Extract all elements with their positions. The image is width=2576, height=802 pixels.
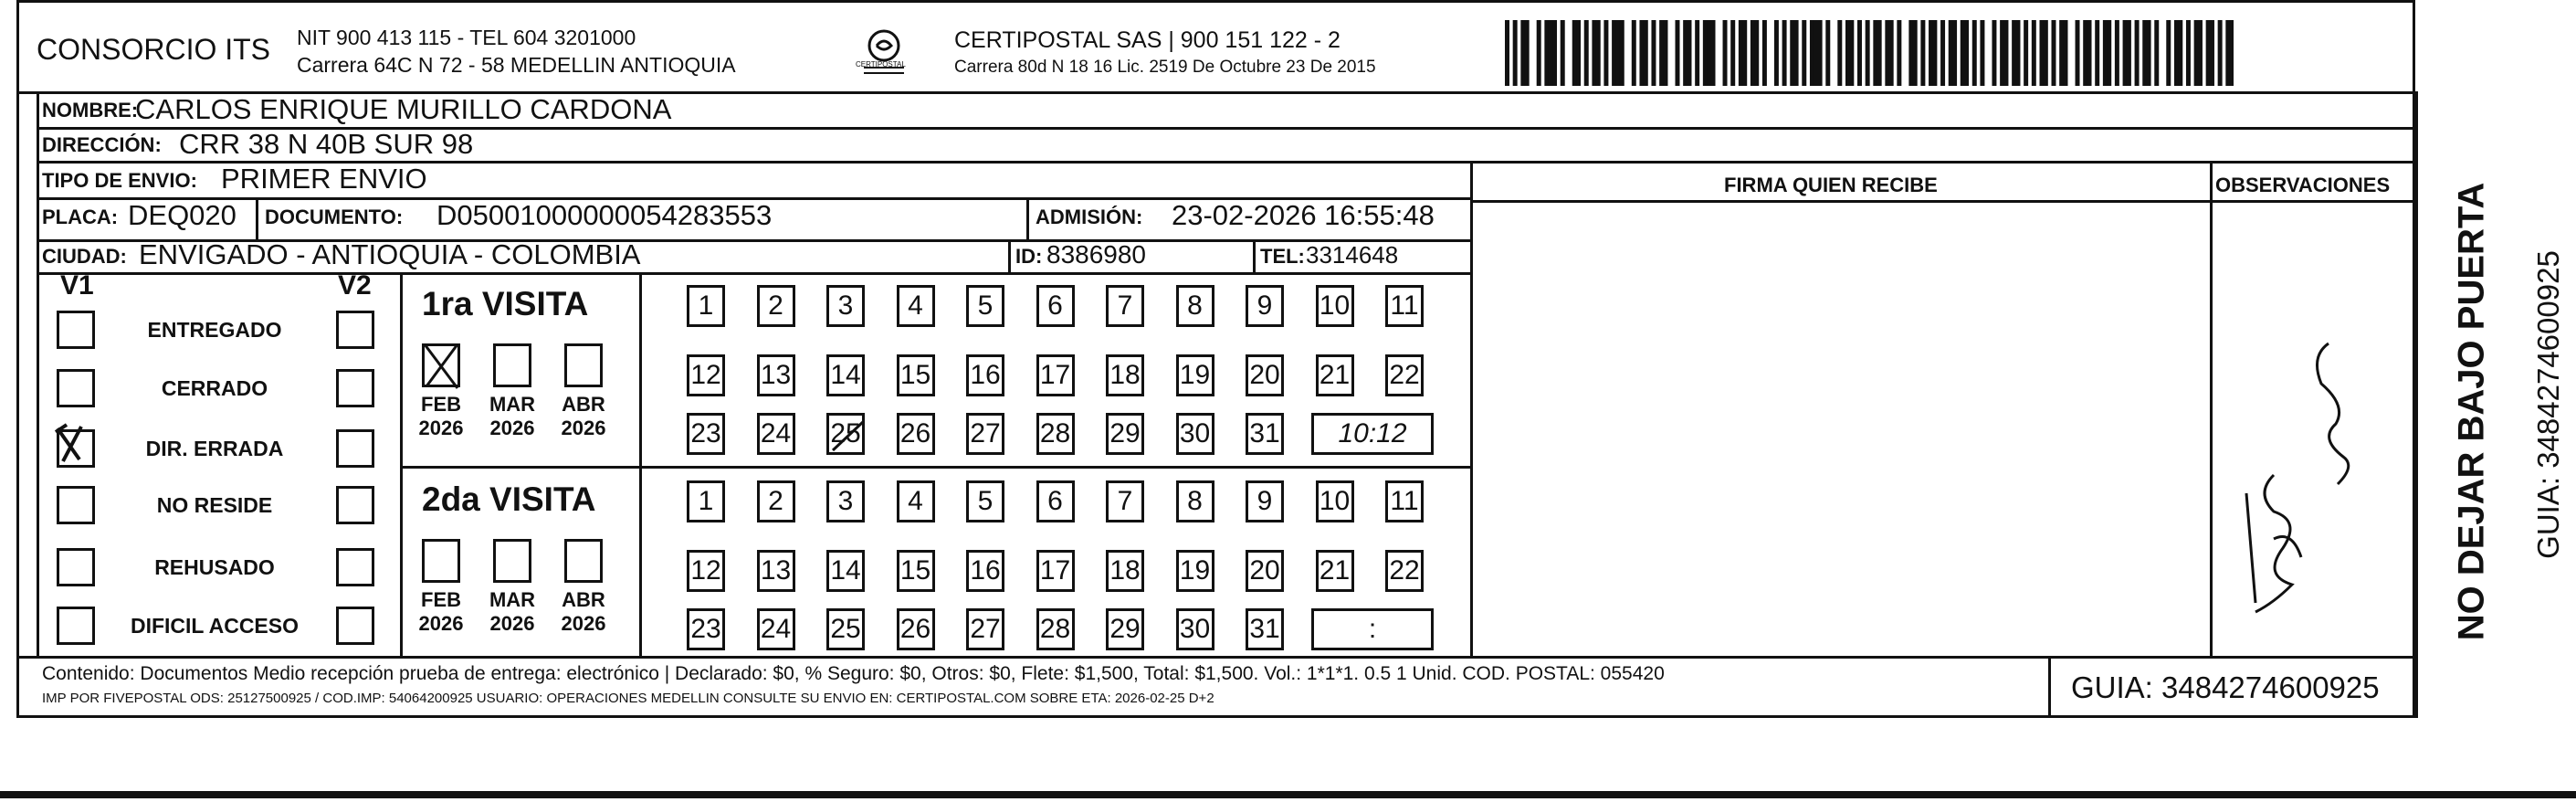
side-guia: GUIA: 3484274600925: [2531, 250, 2565, 559]
day-box[interactable]: 21: [1316, 354, 1354, 396]
company-nit: NIT 900 413 115 - TEL 604 3201000: [297, 26, 636, 49]
day-box[interactable]: 11: [1385, 285, 1424, 327]
day-box[interactable]: 4: [897, 285, 935, 327]
v1-checkbox[interactable]: [57, 369, 95, 407]
day-box[interactable]: 5: [966, 480, 1004, 522]
day-box[interactable]: 9: [1246, 285, 1284, 327]
carrier-address: Carrera 80d N 18 16 Lic. 2519 De Octubre 23 De 2015: [954, 58, 1376, 77]
month-checkbox[interactable]: [493, 343, 531, 387]
status-label: DIFICIL ACCESO: [130, 614, 299, 638]
month-year: 2026: [489, 612, 535, 635]
day-box[interactable]: 5: [966, 285, 1004, 327]
month-name: MAR: [489, 588, 536, 611]
status-label: CERRADO: [161, 376, 268, 400]
documento-value: D05001000000054283553: [436, 199, 773, 231]
day-box[interactable]: 26: [897, 608, 935, 650]
day-box[interactable]: 9: [1246, 480, 1284, 522]
v2-checkbox[interactable]: [336, 486, 374, 524]
day-box[interactable]: 10: [1316, 480, 1354, 522]
day-box[interactable]: 22: [1385, 550, 1424, 592]
handwritten-signature: [2219, 311, 2402, 649]
day-box[interactable]: 23: [687, 608, 725, 650]
status-visit-divider: [400, 272, 403, 656]
month-name: ABR: [562, 393, 605, 416]
day-box[interactable]: 8: [1176, 480, 1214, 522]
footer-guia-divider: [2048, 656, 2051, 718]
footer-meta: IMP POR FIVEPOSTAL ODS: 25127500925 / COD.IMP: 54064200925 USUARIO: OPERACIONES MEDELLIN CONSULTE SU ENVIO EN: CERTIPOSTAL.COM SOBRE ETA: 2026-02-25 D+2: [42, 691, 1214, 706]
tel-value: 3314648: [1306, 241, 1399, 269]
day-box[interactable]: 21: [1316, 550, 1354, 592]
day-box[interactable]: 1: [687, 285, 725, 327]
nombre-value: CARLOS ENRIQUE MURILLO CARDONA: [135, 93, 672, 125]
firma-label: FIRMA QUIEN RECIBE: [1724, 174, 1938, 196]
day-box[interactable]: 15: [897, 550, 935, 592]
day-box[interactable]: 26: [897, 413, 935, 455]
v2-label: V2: [338, 270, 372, 301]
v1-checkbox[interactable]: [57, 607, 95, 645]
v2-checkbox[interactable]: [336, 311, 374, 349]
observaciones-label: OBSERVACIONES: [2215, 174, 2391, 196]
page-bottom-border: [0, 791, 2576, 798]
month-label: [482, 588, 542, 636]
day-box[interactable]: 20: [1246, 550, 1284, 592]
day-box[interactable]: 6: [1036, 480, 1075, 522]
v2-checkbox[interactable]: [336, 429, 374, 468]
v1-label: V1: [60, 270, 94, 301]
month-year: 2026: [561, 417, 606, 439]
day-box[interactable]: 2: [757, 285, 795, 327]
day-box[interactable]: 23: [687, 413, 725, 455]
direccion-value: CRR 38 N 40B SUR 98: [179, 128, 474, 160]
day-box[interactable]: 7: [1106, 480, 1144, 522]
day-box[interactable]: 24: [757, 608, 795, 650]
company-name: CONSORCIO ITS: [37, 33, 271, 66]
day-box[interactable]: 10: [1316, 285, 1354, 327]
v2-checkbox[interactable]: [336, 548, 374, 586]
v1-checkbox[interactable]: [57, 548, 95, 586]
tipo-envio-label: TIPO DE ENVIO:: [42, 169, 197, 192]
day-box[interactable]: 25: [826, 608, 865, 650]
status-label: REHUSADO: [154, 555, 275, 579]
status-label: DIR. ERRADA: [145, 437, 284, 460]
day-box[interactable]: 28: [1036, 413, 1075, 455]
row-divider-6: [37, 272, 1470, 275]
month-year: 2026: [418, 417, 464, 439]
v1-checkbox[interactable]: [57, 429, 95, 468]
status-label: NO RESIDE: [156, 493, 273, 517]
month-checkbox[interactable]: [564, 343, 603, 387]
firma-left-border: [1470, 161, 1473, 656]
day-box[interactable]: 17: [1036, 354, 1075, 396]
visit-title: 2da VISITA: [422, 480, 596, 518]
month-label: [482, 393, 542, 440]
day-box[interactable]: 16: [966, 550, 1004, 592]
day-box[interactable]: 27: [966, 413, 1004, 455]
time-box[interactable]: :: [1311, 608, 1434, 650]
day-box[interactable]: 2: [757, 480, 795, 522]
day-box[interactable]: 17: [1036, 550, 1075, 592]
day-box[interactable]: 31: [1246, 608, 1284, 650]
month-name: ABR: [562, 588, 605, 611]
month-name: FEB: [421, 588, 461, 611]
day-box[interactable]: 20: [1246, 354, 1284, 396]
ciudad-label: CIUDAD:: [42, 245, 127, 268]
month-label: [411, 393, 471, 440]
footer-contents: Contenido: Documentos Medio recepción prueba de entrega: electrónico | Declarado: $0, % Seguro: $0, Otros: $0, Flete: $1,500, Total: $1,500. Vol.: 1*1*1. 0.5 1 Unid. COD. POSTAL: 055420: [42, 663, 1665, 684]
month-label: [553, 393, 614, 440]
id-divider: [1008, 239, 1011, 272]
day-box[interactable]: 14: [826, 550, 865, 592]
placa-label: PLACA:: [42, 206, 119, 228]
direccion-label: DIRECCIÓN:: [42, 133, 162, 156]
tel-label: TEL:: [1260, 245, 1305, 268]
id-value: 8386980: [1046, 240, 1147, 269]
side-text: [2415, 91, 2576, 718]
day-box[interactable]: 19: [1176, 354, 1214, 396]
placa-divider: [256, 197, 258, 239]
nombre-label: NOMBRE:: [42, 99, 139, 121]
day-box[interactable]: 8: [1176, 285, 1214, 327]
obs-left-border: [2210, 161, 2213, 656]
row-divider-1: [37, 91, 39, 656]
month-day-divider: [639, 272, 642, 656]
day-box[interactable]: 12: [687, 354, 725, 396]
day-box[interactable]: 1: [687, 480, 725, 522]
side-warning: NO DEJAR BAJO PUERTA: [2451, 182, 2492, 641]
time-box[interactable]: 10:12: [1311, 413, 1434, 455]
carrier-name: CERTIPOSTAL SAS | 900 151 122 - 2: [954, 27, 1341, 53]
footer-divider: [16, 656, 2415, 659]
day-box[interactable]: 25: [826, 413, 865, 455]
v1-checkbox[interactable]: [57, 311, 95, 349]
ciudad-value: ENVIGADO - ANTIOQUIA - COLOMBIA: [139, 238, 641, 270]
admision-label: ADMISIÓN:: [1036, 206, 1143, 228]
day-box[interactable]: 6: [1036, 285, 1075, 327]
day-box[interactable]: 14: [826, 354, 865, 396]
month-checkbox[interactable]: [422, 539, 460, 583]
day-box[interactable]: 29: [1106, 608, 1144, 650]
day-box[interactable]: 3: [826, 285, 865, 327]
month-name: FEB: [421, 393, 461, 416]
month-label: [411, 588, 471, 636]
day-box[interactable]: 19: [1176, 550, 1214, 592]
day-box[interactable]: 24: [757, 413, 795, 455]
month-checkbox[interactable]: [422, 343, 460, 387]
visit-divider: [400, 466, 1470, 469]
month-label: [553, 588, 614, 636]
month-name: MAR: [489, 393, 536, 416]
day-box[interactable]: 22: [1385, 354, 1424, 396]
admision-divider: [1026, 197, 1029, 239]
certipostal-logo: [857, 26, 911, 80]
company-address: Carrera 64C N 72 - 58 MEDELLIN ANTIOQUIA: [297, 53, 736, 77]
documento-label: DOCUMENTO:: [265, 206, 404, 228]
barcode: [1505, 20, 2234, 86]
day-box[interactable]: 13: [757, 550, 795, 592]
month-year: 2026: [561, 612, 606, 635]
id-label: ID:: [1015, 245, 1043, 268]
month-year: 2026: [489, 417, 535, 439]
visit-title: 1ra VISITA: [422, 285, 589, 322]
day-box[interactable]: 30: [1176, 608, 1214, 650]
day-box[interactable]: 3: [826, 480, 865, 522]
day-box[interactable]: 12: [687, 550, 725, 592]
day-box[interactable]: 30: [1176, 413, 1214, 455]
day-box[interactable]: 16: [966, 354, 1004, 396]
day-box[interactable]: 18: [1106, 354, 1144, 396]
status-label: ENTREGADO: [147, 318, 282, 342]
month-checkbox[interactable]: [564, 539, 603, 583]
day-box[interactable]: 27: [966, 608, 1004, 650]
day-box[interactable]: 4: [897, 480, 935, 522]
day-box[interactable]: 28: [1036, 608, 1075, 650]
day-box[interactable]: 13: [757, 354, 795, 396]
month-checkbox[interactable]: [493, 539, 531, 583]
day-box[interactable]: 29: [1106, 413, 1144, 455]
footer-guia: GUIA: 3484274600925: [2071, 670, 2380, 704]
day-box[interactable]: 7: [1106, 285, 1144, 327]
top-border-line: [16, 0, 2415, 3]
v1-checkbox[interactable]: [57, 486, 95, 524]
placa-value: DEQ020: [128, 199, 237, 231]
day-box[interactable]: 18: [1106, 550, 1144, 592]
day-box[interactable]: 31: [1246, 413, 1284, 455]
v2-checkbox[interactable]: [336, 607, 374, 645]
logo-caption: CERTIPOSTAL: [856, 60, 906, 69]
tel-divider: [1253, 239, 1256, 272]
v2-checkbox[interactable]: [336, 369, 374, 407]
tipo-envio-value: PRIMER ENVIO: [221, 163, 427, 195]
day-box[interactable]: 15: [897, 354, 935, 396]
month-year: 2026: [418, 612, 464, 635]
day-box[interactable]: 11: [1385, 480, 1424, 522]
firma-header-bottom: [1470, 200, 2415, 203]
admision-value: 23-02-2026 16:55:48: [1172, 199, 1435, 231]
